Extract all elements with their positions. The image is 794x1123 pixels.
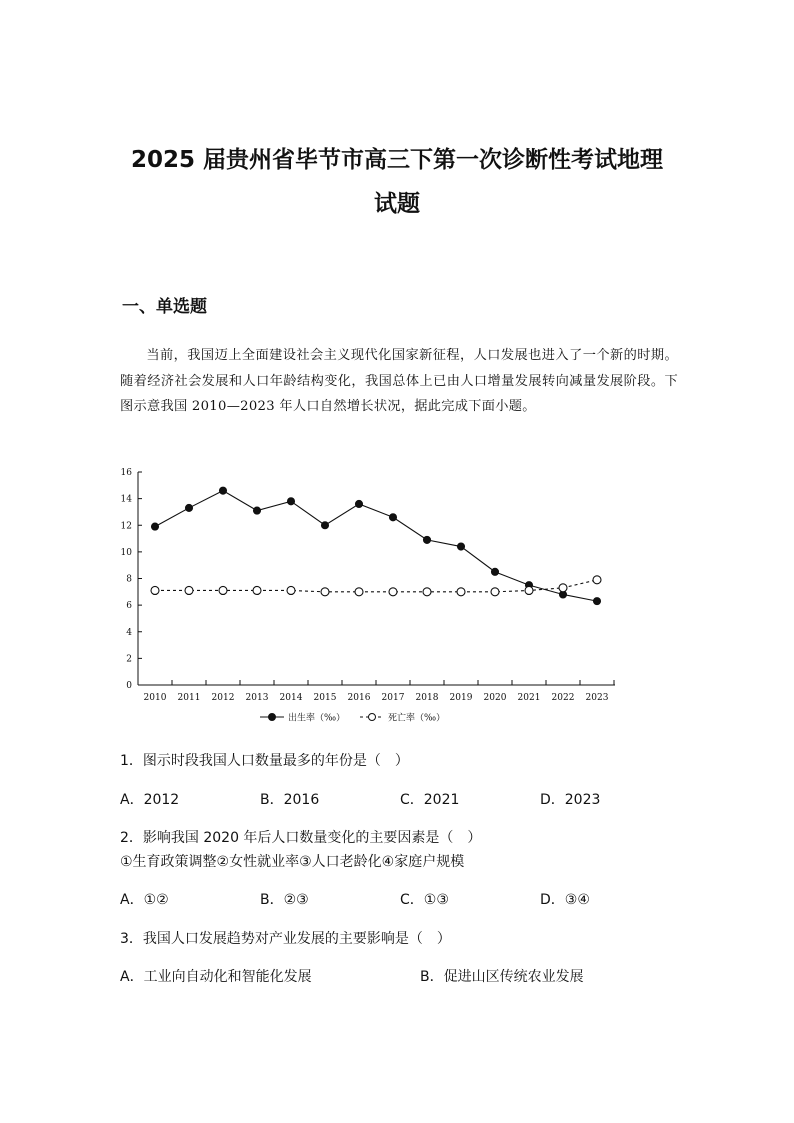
birth-rate-point [458, 543, 465, 550]
x-tick-label: 2021 [517, 693, 541, 703]
x-tick-label: 2017 [381, 693, 405, 703]
x-tick-label: 2010 [143, 693, 167, 703]
x-tick-label: 2020 [483, 693, 507, 703]
x-tick-label: 2018 [415, 693, 439, 703]
legend-label-2: 死亡率（‰） [388, 713, 446, 724]
y-tick-label: 8 [126, 574, 132, 585]
population-chart [110, 462, 630, 727]
x-tick-label: 2015 [313, 693, 337, 703]
death-rate-point [151, 586, 159, 594]
death-rate-point [457, 588, 465, 596]
intro-paragraph: 当前，我国迈上全面建设社会主义现代化国家新征程，人口发展也进入了一个新的时期。随着经济社会发展和人口年龄结构变化，我国总体上已由人口增量发展转向减量发展阶段。下图示意我国 2010—2023 年人口自然增长状况，据此完成下面小题。 [120, 348, 678, 414]
birth-rate-point [152, 523, 159, 530]
x-tick-label: 2014 [279, 693, 303, 703]
x-tick-label: 2011 [177, 693, 201, 703]
birth-rate-point [220, 487, 227, 494]
q3-option-a[interactable]: A．工业向自动化和智能化发展 [120, 969, 312, 985]
birth-rate-point [288, 498, 295, 505]
y-tick-label: 12 [120, 521, 132, 532]
death-rate-point [491, 588, 499, 596]
q2-option-c[interactable]: C．①③ [400, 892, 449, 908]
y-tick-label: 16 [120, 468, 132, 478]
birth-rate-point [322, 522, 329, 529]
question-2: 2．影响我国 2020 年后人口数量变化的主要因素是（ ） [120, 830, 482, 846]
q1-option-d[interactable]: D．2023 [540, 792, 601, 808]
question-1: 1．图示时段我国人口数量最多的年份是（ ） [120, 753, 409, 769]
birth-rate-point [254, 507, 261, 514]
birth-rate-point [356, 500, 363, 507]
y-tick-label: 10 [120, 547, 132, 558]
y-tick-label: 2 [126, 654, 132, 665]
death-rate-point [219, 586, 227, 594]
y-tick-label: 14 [120, 494, 132, 505]
x-tick-label: 2023 [585, 693, 609, 703]
death-rate-point [593, 576, 601, 584]
x-tick-label: 2016 [347, 693, 371, 703]
y-tick-label: 4 [126, 627, 132, 638]
death-rate-point [355, 588, 363, 596]
y-tick-label: 6 [126, 601, 132, 612]
death-rate-point [253, 586, 261, 594]
q1-option-c[interactable]: C．2021 [400, 792, 460, 808]
death-rate-point [321, 588, 329, 596]
death-rate-point [389, 588, 397, 596]
birth-rate-point [186, 504, 193, 511]
question-3: 3．我国人口发展趋势对产业发展的主要影响是（ ） [120, 931, 451, 947]
paper-title [60, 138, 734, 226]
q3-option-b[interactable]: B．促进山区传统农业发展 [420, 969, 584, 985]
x-tick-label: 2022 [551, 693, 575, 703]
paper-title-line2: 试题 [374, 191, 420, 217]
q1-option-a[interactable]: A．2012 [120, 792, 180, 808]
paper-title-line1: 2025 届贵州省毕节市高三下第一次诊断性考试地理 [130, 147, 664, 173]
birth-rate-point [492, 568, 499, 575]
death-rate-point [185, 586, 193, 594]
x-tick-label: 2012 [211, 693, 235, 703]
q1-option-b[interactable]: B．2016 [260, 792, 320, 808]
death-rate-point [287, 586, 295, 594]
birth-rate-point [424, 536, 431, 543]
y-tick-label: 0 [126, 681, 132, 691]
death-rate-point [559, 584, 567, 592]
death-rate-point [423, 588, 431, 596]
section-heading: 一、单选题 [122, 297, 207, 317]
x-tick-label: 2019 [449, 693, 473, 703]
q2-option-a[interactable]: A．①② [120, 892, 169, 908]
death-rate-point [525, 586, 533, 594]
q2-option-d[interactable]: D．③④ [540, 892, 590, 908]
x-tick-label: 2013 [245, 693, 269, 703]
legend-label-1: 出生率（‰） [288, 713, 346, 724]
legend-marker-1 [269, 714, 276, 721]
birth-rate-point [390, 514, 397, 521]
legend-marker-2 [369, 714, 376, 721]
q2-option-b[interactable]: B．②③ [260, 892, 309, 908]
question-2-statements: ①生育政策调整②女性就业率③人口老龄化④家庭户规模 [120, 854, 465, 870]
birth-rate-point [594, 598, 601, 605]
